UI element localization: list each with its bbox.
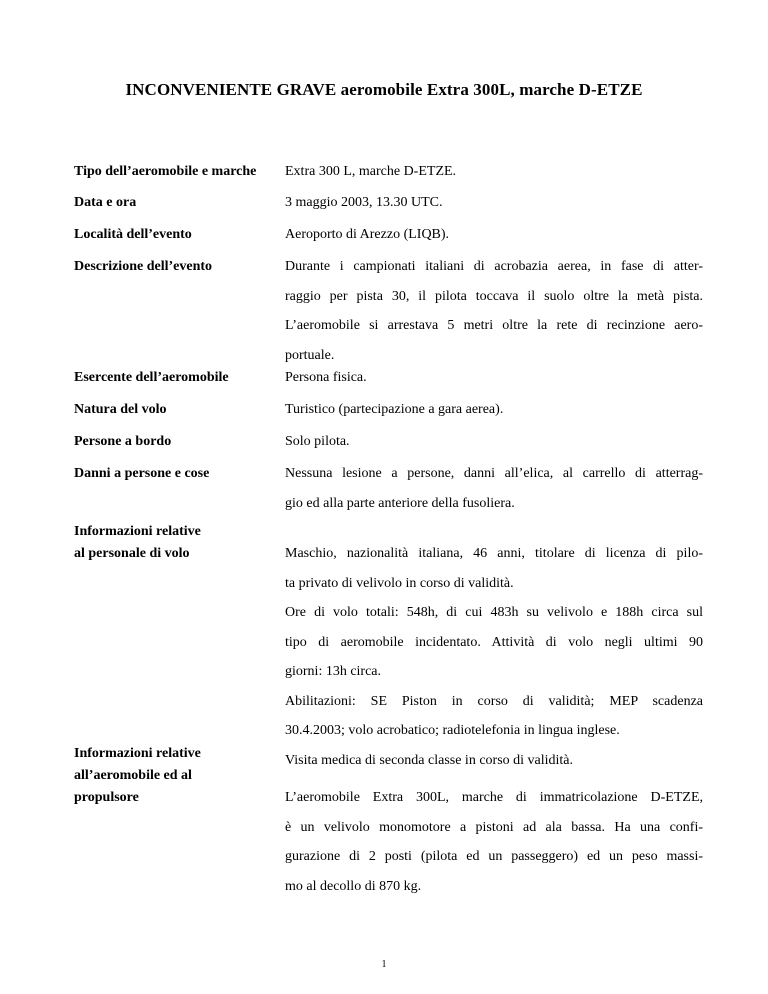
field-label: Data e ora — [74, 195, 137, 210]
text-line: Visita medica di seconda classe in corso di validità. — [285, 752, 574, 768]
field-value: Persona fisica. — [285, 370, 367, 385]
label-line: all’aeromobile ed al — [74, 768, 192, 783]
text-line: raggio per pista 30, il pilota toccava il suolo oltre la metà pista. — [285, 288, 703, 304]
label-line: Informazioni relative — [74, 524, 201, 539]
field-label: Descrizione dell’evento — [74, 259, 213, 274]
text-line: Maschio, nazionalità italiana, 46 anni, titolare di licenza di pilo- — [285, 546, 703, 561]
page-number: 1 — [381, 959, 387, 970]
field-value: Extra 300 L, marche D-ETZE. — [285, 164, 457, 179]
text-line: 30.4.2003; volo acrobatico; radiotelefonia in lingua inglese. — [285, 723, 620, 738]
field-value: Turistico (partecipazione a gara aerea). — [285, 402, 504, 417]
field-value: Aeroporto di Arezzo (LIQB). — [285, 227, 450, 242]
field-label: Persone a bordo — [74, 434, 172, 449]
field-value: Solo pilota. — [285, 434, 350, 449]
text-line: gio ed alla parte anteriore della fusoliera. — [285, 495, 515, 511]
text-line: L’aeromobile Extra 300L, marche di immatricolazione D-ETZE, — [285, 790, 703, 805]
field-label: Esercente dell’aeromobile — [74, 370, 229, 385]
field-label: Tipo dell’aeromobile e marche — [74, 164, 257, 179]
text-line: ta privato di velivolo in corso di validità. — [285, 575, 514, 591]
field-value-paragraph — [285, 252, 703, 370]
field-label — [74, 745, 201, 806]
document-title: INCONVENIENTE GRAVE aeromobile Extra 300L, marche D-ETZE — [125, 80, 643, 99]
text-line: tipo di aeromobile incidentato. Attività di volo negli ultimi 90 — [285, 634, 703, 650]
field-label — [74, 523, 201, 562]
field-label: Danni a persone e cose — [74, 466, 210, 481]
label-line: al personale di volo — [74, 546, 190, 561]
text-line: Durante i campionati italiani di acrobazia aerea, in fase di atter- — [285, 259, 703, 274]
text-line: è un velivolo monomotore a pistoni ad ala bassa. Ha una confi- — [285, 819, 703, 835]
text-line: L’aeromobile si arrestava 5 metri oltre la rete di recinzione aero- — [285, 318, 703, 333]
text-line: Ore di volo totali: 548h, di cui 483h su velivolo e 188h circa sul — [285, 605, 703, 620]
field-value-paragraph — [285, 783, 703, 901]
field-value: 3 maggio 2003, 13.30 UTC. — [285, 195, 443, 210]
text-line: gurazione di 2 posti (pilota ed un passeggero) ed un peso massi- — [285, 849, 703, 864]
text-line: portuale. — [285, 347, 335, 363]
text-line: Abilitazioni: SE Piston in corso di validità; MEP scadenza — [285, 693, 703, 709]
field-label: Natura del volo — [74, 402, 167, 417]
text-line: mo al decollo di 870 kg. — [285, 878, 422, 894]
text-line: Nessuna lesione a persone, danni all’elica, al carrello di atterrag- — [285, 466, 703, 481]
label-line: Informazioni relative — [74, 746, 201, 761]
field-value-paragraph — [285, 539, 703, 775]
label-line: propulsore — [74, 790, 139, 805]
text-line: giorni: 13h circa. — [285, 664, 382, 679]
field-value-paragraph — [285, 459, 703, 518]
field-label: Località dell’evento — [74, 227, 192, 242]
